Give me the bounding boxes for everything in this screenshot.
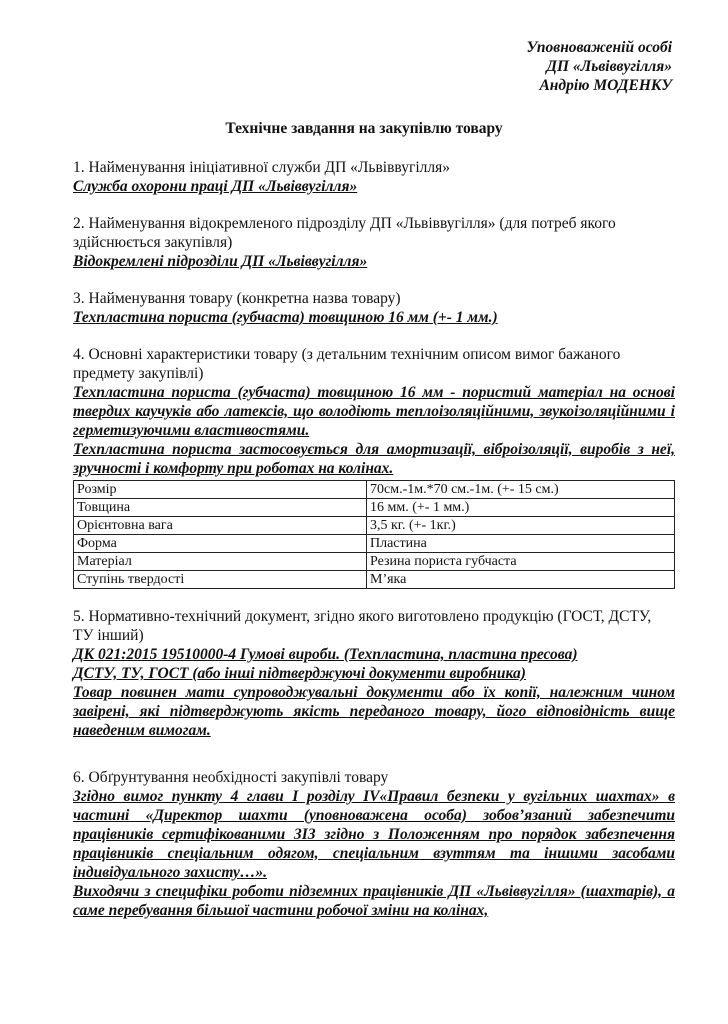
section-5-heading: 5. Нормативно-технічний документ, згідно якого виготовлено продукцію (ГОСТ, ДСТУ, ТУ інший) bbox=[73, 608, 652, 644]
section-3-heading: 3. Найменування товару (конкретна назва товару) bbox=[73, 290, 401, 307]
table-cell-key: Ступінь твердості bbox=[74, 571, 367, 589]
section-1-heading: 1. Найменування ініціативної служби ДП «Львіввугілля» bbox=[73, 159, 450, 176]
section-2-answer: Відокремлені підрозділи ДП «Львіввугілля» bbox=[73, 253, 368, 270]
addressee-line-3: Андрію МОДЕНКУ bbox=[539, 77, 672, 94]
section-5-answer-2: ДСТУ, ТУ, ГОСТ (або інші підтверджуючі документи виробника) bbox=[73, 665, 526, 682]
table-row bbox=[74, 535, 675, 553]
table-cell-value: 3,5 кг. (+- 1кг.) bbox=[367, 517, 675, 535]
section-6-heading: 6. Обґрунтування необхідності закупівлі товару bbox=[73, 769, 389, 786]
section-4-answer-2: Техпластина пориста застосовується для амортизації, віброізоляції, виробів з неї, зручності і комфорту при роботах на колінах. bbox=[73, 441, 675, 477]
addressee-block bbox=[527, 38, 672, 95]
section-4-answer-1: Техпластина пориста (губчаста) товщиною 16 мм - пористий матеріал на основі твердих каучуків або латексів, що володіють теплоізоляційними, звукоізоляційними і герметизуючими властивостями. bbox=[73, 384, 675, 439]
table-row bbox=[74, 571, 675, 589]
section-1-answer: Служба охорони праці ДП «Львіввугілля» bbox=[73, 178, 358, 195]
characteristics-table bbox=[73, 480, 675, 589]
table-cell-value: М’яка bbox=[367, 571, 675, 589]
table-row bbox=[74, 517, 675, 535]
table-cell-key: Матеріал bbox=[74, 553, 367, 571]
addressee-line-2: ДП «Львіввугілля» bbox=[546, 58, 672, 75]
table-cell-key: Товщина bbox=[74, 499, 367, 517]
table-cell-key: Орієнтовна вага bbox=[74, 517, 367, 535]
table-row bbox=[74, 553, 675, 571]
section-4-heading: 4. Основні характеристики товару (з детальним технічним описом вимог бажаного предмету закупівлі) bbox=[73, 346, 621, 382]
document-body bbox=[73, 158, 675, 920]
section-6-answer-1: Згідно вимог пункту 4 глави І розділу IV«Правил безпеки у вугільних шахтах» в частині «Директор шахти (уповноважена особа) зобов’язаний забезпечити працівників сертифікованими ЗІЗ згідно з Положенням про порядок забезпечення працівників спеціальним одягом, спеціальним взуттям та іншими засобами індивідуального захисту…». bbox=[73, 788, 675, 881]
section-5-answer-3: Товар повинен мати супроводжувальні документи або їх копії, належним чином завірені, які підтверджують якість переданого товару, його відповідність вище наведеним вимогам. bbox=[73, 684, 675, 739]
table-row bbox=[74, 499, 675, 517]
table-row bbox=[74, 481, 675, 499]
table-cell-value: Пластина bbox=[367, 535, 675, 553]
table-cell-key: Розмір bbox=[74, 481, 367, 499]
table-cell-value: 70см.-1м.*70 см.-1м. (+- 15 см.) bbox=[367, 481, 675, 499]
section-6-answer-2: Виходячи з специфіки роботи підземних працівників ДП «Львіввугілля» (шахтарів), а саме перебування більшої частини робочої зміни на колінах, bbox=[73, 883, 675, 919]
section-5-answer-1: ДК 021:2015 19510000-4 Гумові вироби. (Техпластина, пластина пресова) bbox=[73, 646, 578, 663]
table-cell-value: 16 мм. (+- 1 мм.) bbox=[367, 499, 675, 517]
section-3-answer: Техпластина пориста (губчаста) товщиною 16 мм (+- 1 мм.) bbox=[73, 309, 498, 326]
section-2-heading: 2. Найменування відокремленого підрозділу ДП «Львіввугілля» (для потреб якого здійснюється закупівля) bbox=[73, 215, 616, 251]
table-cell-key: Форма bbox=[74, 535, 367, 553]
table-cell-value: Резина пориста губчаста bbox=[367, 553, 675, 571]
addressee-line-1: Уповноваженій особі bbox=[526, 39, 672, 56]
document-title: Технічне завдання на закупівлю товару bbox=[225, 120, 503, 137]
